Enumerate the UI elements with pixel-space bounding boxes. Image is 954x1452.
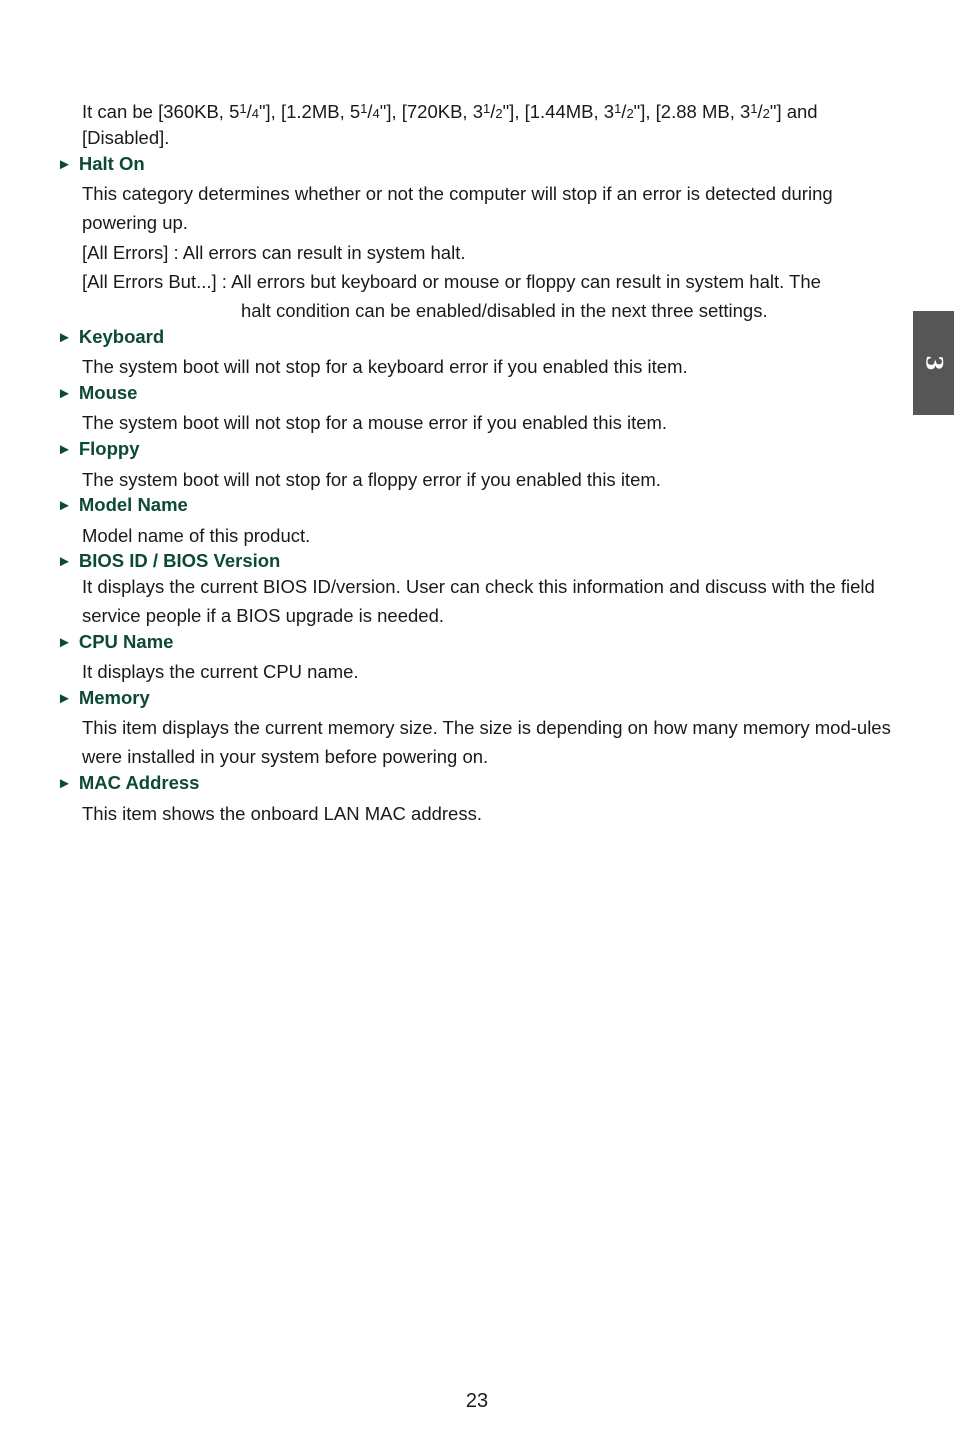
section-title: Memory [78, 687, 150, 708]
section-heading-model-name [57, 493, 188, 518]
text-segment: "], [1.44MB, 3 [502, 101, 615, 122]
fraction-numerator: 1 [239, 101, 247, 116]
section-title: Floppy [78, 438, 140, 459]
section-heading-cpu-name [57, 630, 173, 655]
fraction-slash: / [757, 101, 763, 122]
chapter-number: 3 [920, 355, 947, 371]
section-heading-mouse [57, 381, 137, 406]
section-heading-floppy [57, 437, 140, 462]
section-heading-memory [57, 686, 150, 711]
mac-address-description: This item shows the onboard LAN MAC address. [82, 803, 482, 824]
halt-option-all-errors: [All Errors] : All errors can result in system halt. [82, 242, 466, 263]
triangle-right-icon: ► [57, 690, 72, 707]
memory-description: This item displays the current memory size. The size is depending on how many memory mod-ules were installed in your system before powering on. [82, 717, 891, 767]
text-segment: "] and [769, 101, 818, 122]
fraction-slash: / [367, 101, 373, 122]
chapter-tab [913, 311, 954, 415]
halt-on-description: This category determines whether or not the computer will stop if an error is detected during powering up. [82, 183, 833, 233]
triangle-right-icon: ► [57, 329, 72, 346]
text-segment: "], [2.88 MB, 3 [633, 101, 751, 122]
intro-line-2: [Disabled]. [82, 127, 170, 148]
mouse-description: The system boot will not stop for a mouse error if you enabled this item. [82, 412, 668, 433]
keyboard-description: The system boot will not stop for a keyboard error if you enabled this item. [82, 356, 688, 377]
section-heading-keyboard [57, 325, 164, 350]
section-title: Mouse [78, 382, 138, 403]
triangle-right-icon: ► [57, 156, 72, 173]
bios-id-description: It displays the current BIOS ID/version. User can check this information and discuss with the field service people if a BIOS upgrade is needed. [82, 576, 875, 626]
fraction-denominator: 2 [762, 106, 770, 121]
section-title: CPU Name [78, 631, 174, 652]
fraction-slash: / [490, 101, 496, 122]
page-number: 23 [465, 1390, 489, 1412]
halt-option-all-errors-but: [All Errors But...] : All errors but keyboard or mouse or floppy can result in system halt. The [82, 271, 821, 292]
fraction-slash: / [246, 101, 252, 122]
triangle-right-icon: ► [57, 634, 72, 651]
section-heading-bios-id [57, 549, 280, 574]
model-name-description: Model name of this product. [82, 525, 311, 546]
text-segment: "], [1.2MB, 5 [258, 101, 361, 122]
fraction-denominator: 2 [626, 106, 634, 121]
section-heading-halt-on [57, 152, 145, 177]
fraction-slash: / [621, 101, 627, 122]
section-title: BIOS ID / BIOS Version [78, 550, 281, 571]
fraction-denominator: 4 [251, 106, 259, 121]
fraction-numerator: 1 [360, 101, 368, 116]
fraction-numerator: 1 [483, 101, 491, 116]
text-segment: "], [720KB, 3 [379, 101, 483, 122]
fraction-denominator: 2 [495, 106, 503, 121]
fraction-denominator: 4 [372, 106, 380, 121]
triangle-right-icon: ► [57, 553, 72, 570]
section-title: Halt On [78, 153, 145, 174]
section-title: MAC Address [78, 772, 200, 793]
section-heading-mac-address [57, 771, 199, 796]
triangle-right-icon: ► [57, 385, 72, 402]
halt-option-all-errors-but-continued: halt condition can be enabled/disabled in the next three settings. [241, 300, 768, 321]
triangle-right-icon: ► [57, 497, 72, 514]
triangle-right-icon: ► [57, 441, 72, 458]
section-title: Model Name [78, 494, 188, 515]
text-segment: It can be [360KB, 5 [82, 101, 240, 122]
fraction-numerator: 1 [750, 101, 758, 116]
floppy-description: The system boot will not stop for a floppy error if you enabled this item. [82, 469, 661, 490]
cpu-name-description: It displays the current CPU name. [82, 661, 359, 682]
section-title: Keyboard [78, 326, 165, 347]
triangle-right-icon: ► [57, 775, 72, 792]
fraction-numerator: 1 [614, 101, 622, 116]
